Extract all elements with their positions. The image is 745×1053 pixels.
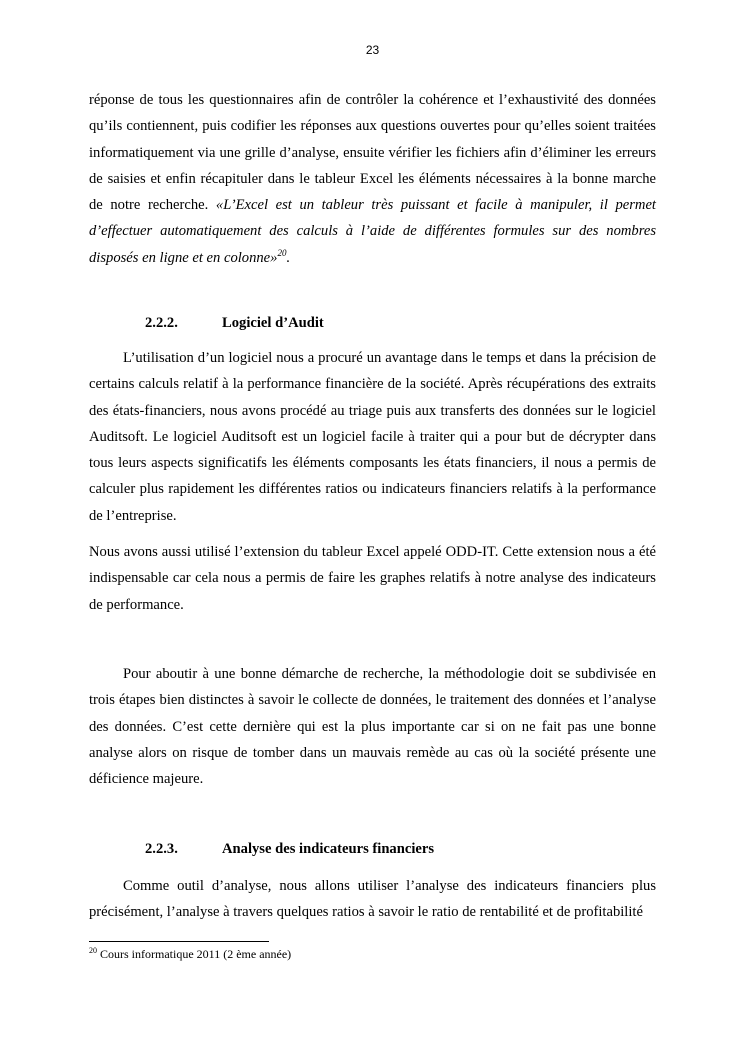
section-title: Analyse des indicateurs financiers	[222, 841, 435, 857]
excel-quote: «L’Excel est un tableur très puissant et facile à manipuler, il permet d’effectuer automatiquement des calculs à l’aide de différentes formules sur des nombres disposés en ligne et en colonne»	[89, 197, 656, 266]
paragraph-financial-indicators: Comme outil d’analyse, nous allons utiliser l’analyse des indicateurs financiers plus précisément, l’analyse à travers quelques ratios à savoir le ratio de rentabilité et de profitabilité	[89, 878, 656, 921]
paragraph-end: .	[286, 249, 291, 266]
paragraph-excel-method	[89, 87, 656, 271]
footnote-reference[interactable]: 20	[277, 247, 287, 258]
footnote-separator	[89, 941, 269, 942]
section-heading-2-2-2	[145, 315, 324, 332]
paragraph-audit-software: L’utilisation d’un logiciel nous a procuré un avantage dans le temps et dans la précision de certains calculs relatif à la performance financière de la société. Après récupérations des extraits des états-financiers, nous avons procédé au triage puis aux transferts des données sur le logiciel Auditsoft. Le logiciel Auditsoft est un logiciel facile à traiter qui a pour but de décrypter dans tous leurs aspects significatifs les éléments composants les états financiers, il nous a permis de calculer plus rapidement les différentes ratios ou indicateurs financiers relatifs à la performance de l’entreprise.	[89, 350, 656, 524]
paragraph-text: réponse de tous les questionnaires afin de contrôler la cohérence et l’exhaustivité des données qu’ils contiennent, puis codifier les réponses aux questions ouvertes pour qu’elles soient traitées informatiquement via une grille d’analyse, ensuite vérifier les fichiers afin d’éliminer les erreurs de saisies et enfin récapituler dans le tableur Excel les éléments nécessaires à la bonne marche de notre recherche.	[89, 92, 656, 214]
footnote	[89, 947, 291, 962]
section-heading-2-2-3	[145, 841, 434, 858]
page-number: 23	[365, 43, 380, 57]
section-title: Logiciel d’Audit	[222, 315, 324, 331]
paragraph-methodology: Pour aboutir à une bonne démarche de recherche, la méthodologie doit se subdivisée en trois étapes bien distinctes à savoir le collecte de données, le traitement des données et l’analyse des données. C’est cette dernière qui est la plus importante car si on ne fait pas une bonne analyse alors on risque de tomber dans un mauvais remède au cas où la société présente une déficience majeure.	[89, 666, 656, 788]
footnote-text: Cours informatique 2011 (2 ème année)	[97, 947, 292, 961]
section-number: 2.2.2.	[145, 315, 178, 331]
paragraph-odd-it: Nous avons aussi utilisé l’extension du tableur Excel appelé ODD-IT. Cette extension nous a été indispensable car cela nous a permis de faire les graphes relatifs à notre analyse des indicateurs de performance.	[89, 544, 656, 613]
footnote-mark: 20	[89, 946, 97, 955]
section-number: 2.2.3.	[145, 841, 178, 857]
